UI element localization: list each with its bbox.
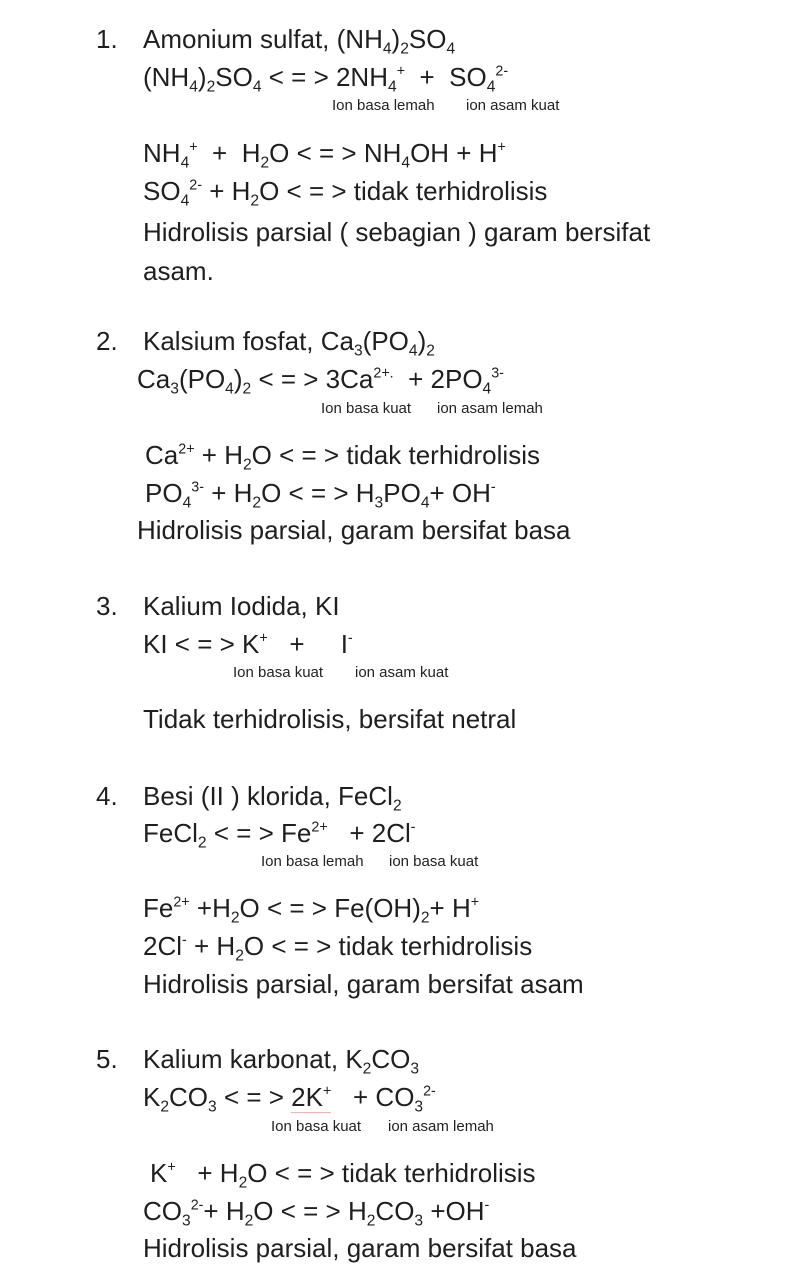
hydrolysis-line: $SO_4^{2-} + H_2O$ < = > tidak terhidrolisis — [143, 176, 548, 210]
item-title: Besi (II ) klorida, FeCl$_2$ — [143, 781, 402, 815]
item-title: Kalium karbonat, $K_2CO_3$ — [143, 1044, 420, 1078]
hydrolysis-line: $NH_4^+ + H_2O$ < = > $NH_4OH + H^+$ — [143, 138, 506, 172]
ion-label-cation: Ion basa kuat — [321, 400, 412, 417]
ion-label-cation: Ion basa lemah — [261, 853, 364, 870]
ionization-equation: FeCl$_2$ < = > $Fe^{2+} + 2Cl^-$ — [143, 818, 416, 852]
ion-label-cation: Ion basa lemah — [332, 97, 435, 114]
conclusion: Hidrolisis parsial ( sebagian ) garam bersifat asam. — [143, 217, 651, 286]
ion-label-anion: ion asam lemah — [388, 1118, 494, 1135]
ionization-equation: KI < = > K+ + I- — [143, 629, 353, 659]
item-title: Kalsium fosfat, $Ca_3(PO_4)_2$ — [143, 326, 435, 360]
item-number: 4. — [96, 781, 118, 811]
item-title: Kalium Iodida, KI — [143, 591, 340, 621]
item-number: 5. — [96, 1044, 118, 1074]
ion-label-cation: Ion basa kuat — [271, 1118, 362, 1135]
conclusion: Tidak terhidrolisis, bersifat netral — [143, 704, 517, 734]
ion-label-anion: ion basa kuat — [389, 853, 479, 870]
hydrolysis-line: $2Cl^- + H_2O$ < = > tidak terhidrolisis — [143, 931, 533, 965]
ion-label-anion: ion asam kuat — [355, 664, 449, 681]
ionization-equation: $K_2CO_3$ < = > $2K^+ + CO_3^{2-}$ — [143, 1082, 436, 1116]
conclusion: Hidrolisis parsial, garam bersifat basa — [143, 1233, 577, 1263]
ion-label-cation: Ion basa kuat — [233, 664, 324, 681]
ionization-equation: $(NH_4)_2SO_4$ < = > $2NH_4^+ + SO_4^{2-}$ — [143, 62, 509, 96]
hydrolysis-line: $PO_4^{3-} + H_2O$ < = > $H_3PO_4+ OH^-$ — [145, 478, 496, 512]
item-number: 2. — [96, 326, 118, 356]
hydrolysis-line: $Ca^{2+} + H_2O$ < = > tidak terhidrolisis — [145, 440, 540, 474]
conclusion: Hidrolisis parsial, garam bersifat basa — [137, 515, 571, 545]
conclusion: Hidrolisis parsial, garam bersifat asam — [143, 969, 584, 999]
hydrolysis-line: $K^+ + H_2O$ < = > tidak terhidrolisis — [150, 1158, 536, 1192]
hydrolysis-line: $CO_3^{2-}+ H_2O$ < = > $H_2CO_3 +OH^-$ — [143, 1196, 490, 1230]
item-number: 3. — [96, 591, 118, 621]
ion-label-anion: ion asam lemah — [437, 400, 543, 417]
item-title: Amonium sulfat, $(NH_4)_2SO_4$ — [143, 24, 456, 58]
ionization-equation: $Ca_3(PO_4)_2$ < = > $3Ca^{2+.} + 2PO_4^{3-}$ — [137, 364, 504, 398]
item-number: 1. — [96, 24, 118, 54]
ion-label-anion: ion asam kuat — [466, 97, 560, 114]
hydrolysis-line: $Fe^{2+} +H_2O$ < = > $Fe(OH)_2+ H^+$ — [143, 893, 480, 927]
